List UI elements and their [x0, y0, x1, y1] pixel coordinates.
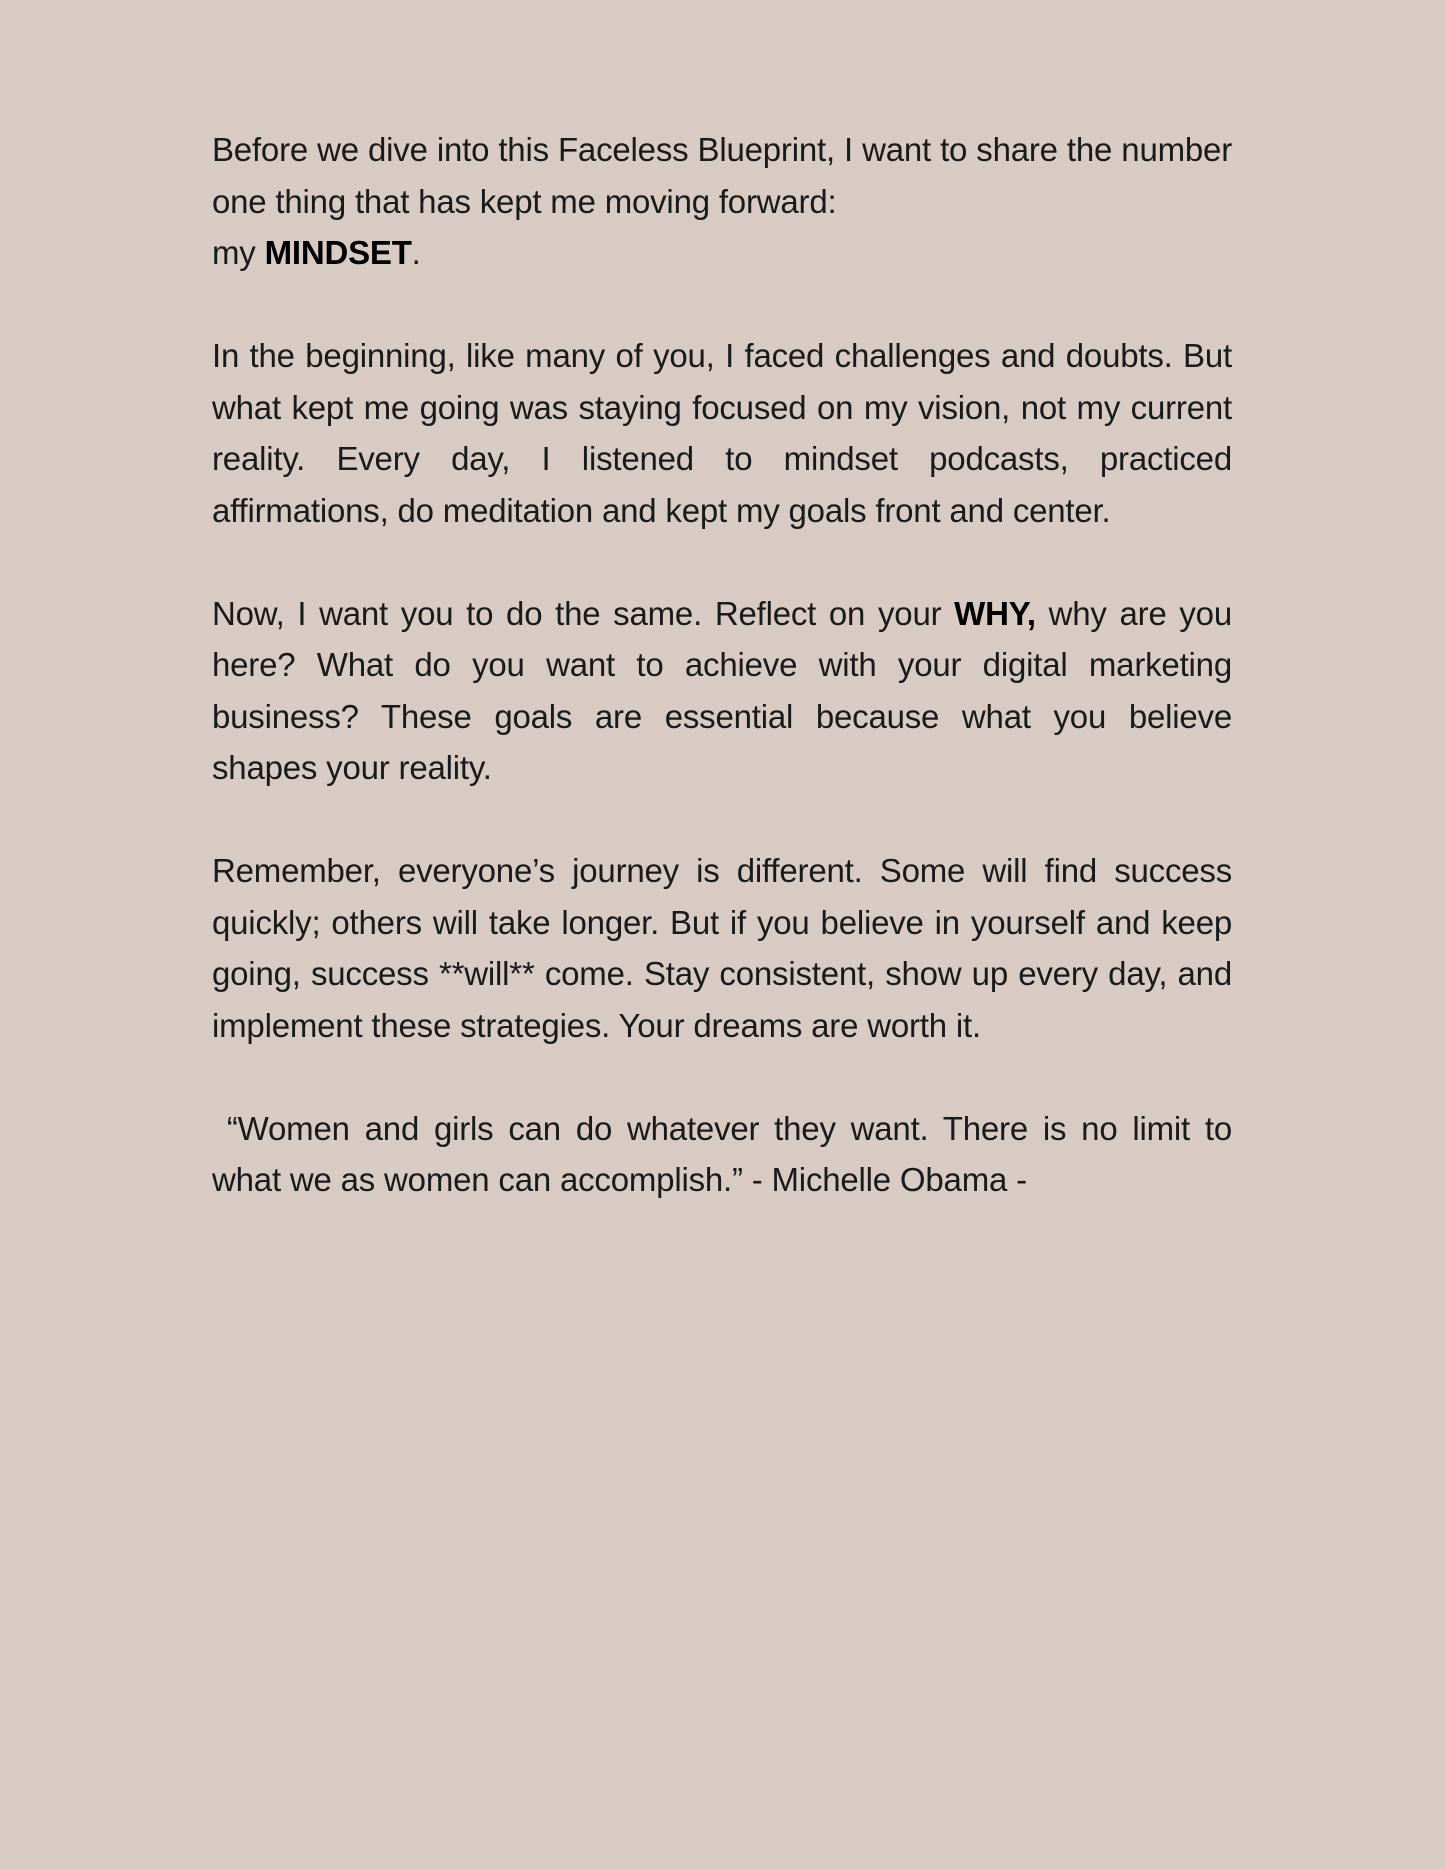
- intro-lead: my: [212, 234, 265, 271]
- paragraph-why: [212, 588, 1232, 794]
- paragraph-remember: Remember, everyone’s journey is different. Some will find success quickly; others will take longer. But if you believe in yourself and keep going, success **will** come. Stay consistent, show up every day, and implement these strategies. Your dreams are worth it.: [212, 852, 1232, 1044]
- paragraph-intro: [212, 124, 1232, 279]
- paragraph-beginning: In the beginning, like many of you, I faced challenges and doubts. But what kept me going was staying focused on my vision, not my current reality. Every day, I listened to mindset podcasts, practiced affirmations, do meditation and kept my goals front and center.: [212, 337, 1232, 529]
- why-lead: Now, I want you to do the same. Reflect on your: [212, 594, 955, 632]
- intro-tail: .: [411, 234, 421, 271]
- intro-text: Before we dive into this Faceless Blueprint, I want to share the number one thing that has kept me moving forward:: [212, 131, 1232, 220]
- why-emphasis: WHY,: [954, 594, 1036, 632]
- why-tail: why are you here? What do you want to achieve with your digital marketing business? These goals are essential because what you believe shapes your reality.: [212, 594, 1232, 786]
- mindset-emphasis: MINDSET: [264, 234, 412, 271]
- document-page: [212, 124, 1241, 1257]
- paragraph-quote: “Women and girls can do whatever they want. There is no limit to what we as women can accomplish.” - Michelle Obama -: [212, 1109, 1241, 1198]
